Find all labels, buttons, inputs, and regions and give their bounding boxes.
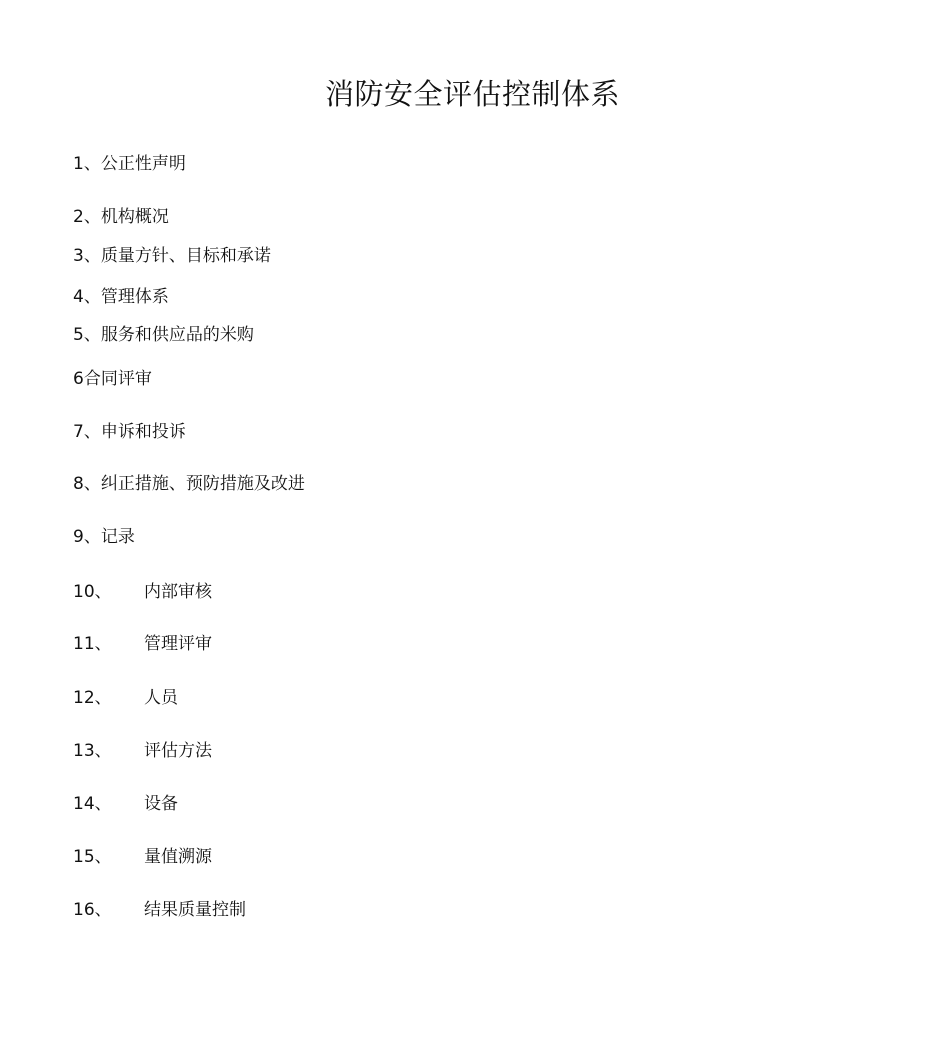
toc-item-number: 7、: [73, 422, 101, 442]
toc-item-number: 14、: [73, 794, 112, 814]
toc-item-label: 管理评审: [144, 634, 212, 654]
toc-item-number: 9、: [73, 527, 101, 547]
toc-item-label: 评估方法: [144, 741, 212, 761]
toc-item: [73, 580, 212, 604]
toc-item: [73, 739, 212, 763]
toc-item-number: 4、: [73, 287, 101, 307]
toc-item: [73, 152, 186, 176]
toc-item-number: 1、: [73, 154, 101, 174]
toc-item-label: 纠正措施、预防措施及改进: [100, 474, 305, 494]
toc-item: [73, 323, 254, 347]
toc-item-number: 12、: [73, 688, 112, 708]
toc-item-label: 量值溯源: [144, 847, 212, 867]
toc-item-label: 人员: [144, 688, 178, 708]
toc-item-number: 15、: [73, 847, 112, 867]
toc-item-number: 8、: [73, 474, 101, 494]
toc-item-label: 合同评审: [83, 369, 152, 389]
toc-item: [73, 632, 212, 656]
toc-item: [73, 367, 152, 391]
toc-item: [73, 244, 271, 268]
toc-item-label: 内部审核: [144, 582, 212, 602]
toc-item: [73, 420, 186, 444]
toc-item-label: 申诉和投诉: [100, 422, 186, 442]
toc-item-label: 记录: [100, 527, 135, 547]
document-title: 消防安全评估控制体系: [324, 77, 620, 111]
toc-item: [73, 792, 178, 816]
toc-item: [73, 845, 212, 869]
toc-item-number: 11、: [73, 634, 112, 654]
toc-item: [73, 205, 169, 229]
toc-item-number: 10、: [73, 582, 112, 602]
toc-item-number: 6: [73, 369, 84, 389]
toc-item: [73, 898, 246, 922]
toc-item-label: 设备: [144, 794, 178, 814]
toc-item: [73, 285, 169, 309]
toc-item-label: 公正性声明: [100, 154, 186, 174]
toc-item-label: 管理体系: [100, 287, 169, 307]
toc-item-label: 服务和供应品的米购: [100, 325, 254, 345]
toc-item: [73, 472, 305, 496]
toc-item: [73, 525, 135, 549]
toc-item: [73, 686, 178, 710]
toc-item-number: 13、: [73, 741, 112, 761]
toc-item-number: 16、: [73, 900, 112, 920]
toc-item-number: 3、: [73, 246, 101, 266]
toc-item-label: 机构概况: [100, 207, 169, 227]
toc-item-number: 2、: [73, 207, 101, 227]
toc-item-label: 质量方针、目标和承诺: [100, 246, 271, 266]
toc-item-label: 结果质量控制: [144, 900, 246, 920]
toc-item-number: 5、: [73, 325, 101, 345]
